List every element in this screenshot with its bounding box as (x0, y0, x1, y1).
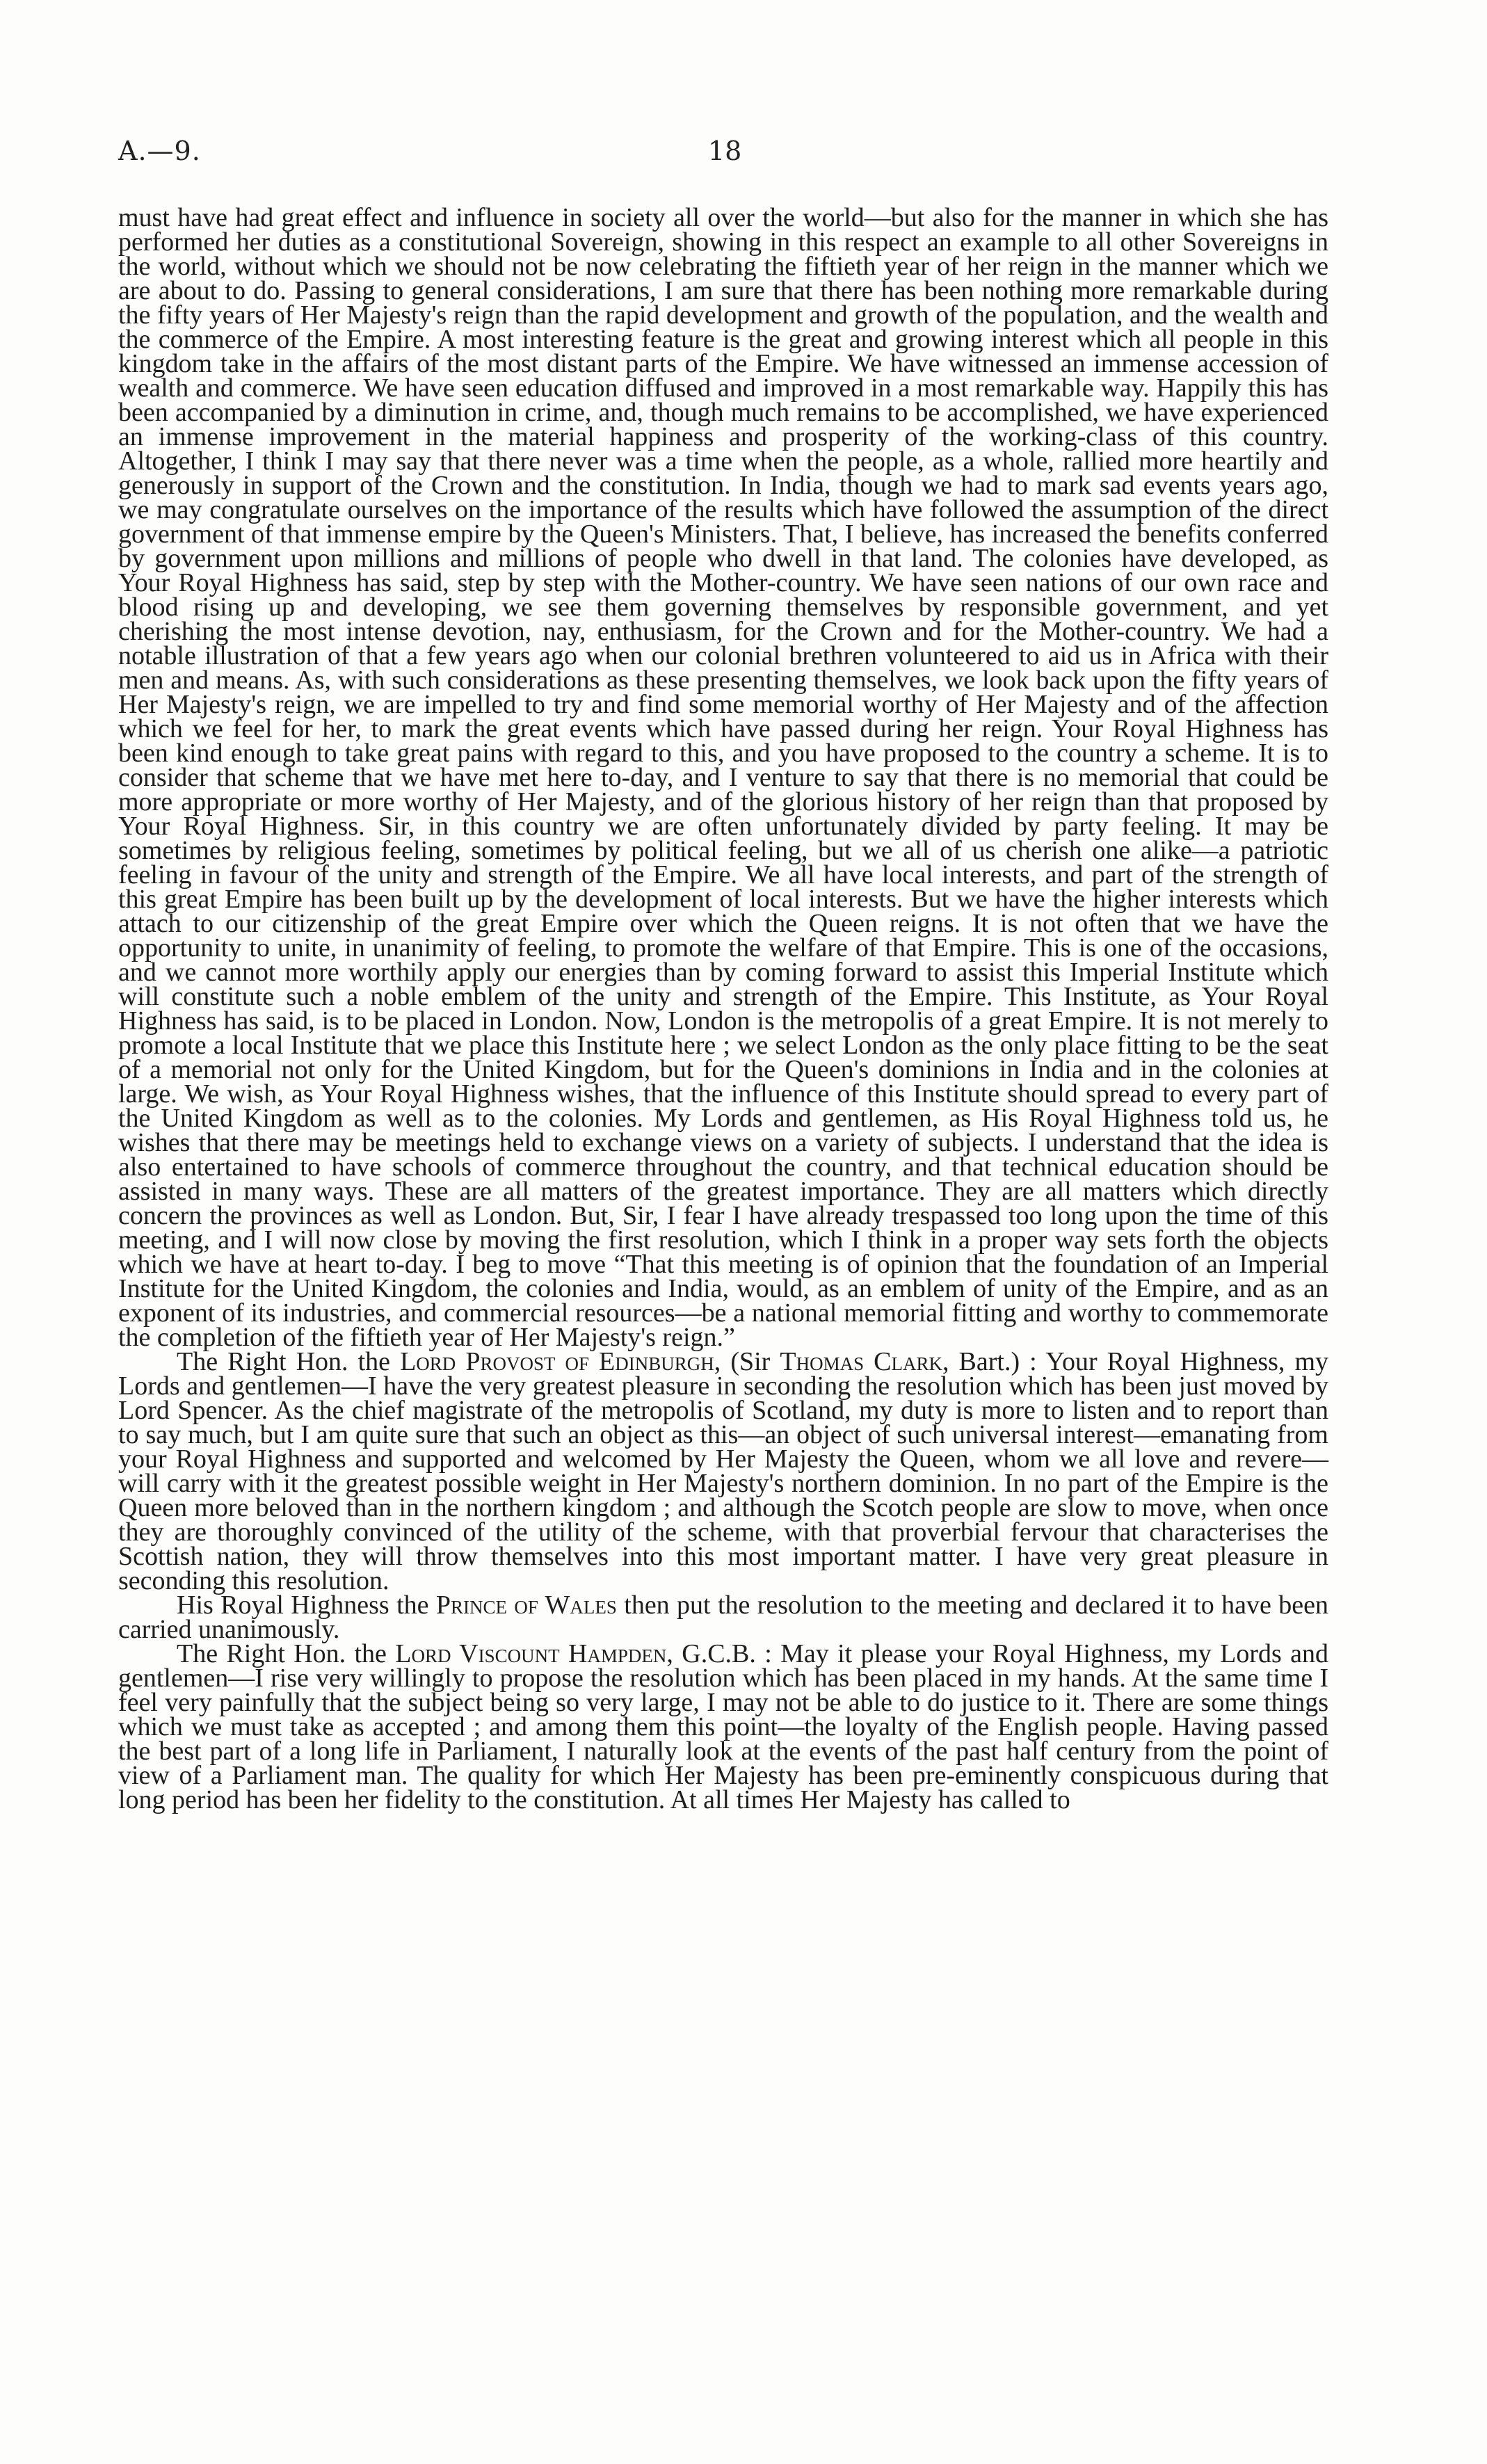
speaker-name: Thomas Clark (780, 1347, 942, 1376)
text-run: then put the resolution to the meeting and declared it to have been carried unanimously. (118, 1591, 1328, 1644)
text-run: , Bart.) : Your Royal Highness, my Lords and gentlemen—I have the very greatest pleasure in seconding the resolution which has been just moved by Lord Spencer. As the chief magistrate of the metropolis of Scotland, my duty is more to listen and to report than to say much, but I am quite sure that such an object as this—an object of such universal interest—emanating from your Royal Highness and supported and welcomed by Her Majesty the Queen, whom we all love and revere—will carry with it the greatest possible weight in Her Majesty's northern dominion. In no part of the Empire is the Queen more beloved than in the northern kingdom ; and although the Scotch people are slow to move, when once they are thoroughly convinced of the utility of the scheme, with that proverbial fervour that characterises the Scottish nation, they will throw themselves into this most important matter. I have very great pleasure in seconding this resolution. (118, 1347, 1329, 1595)
text-run: , (Sir (714, 1347, 780, 1376)
paragraph-lord-provost (118, 1347, 1329, 1595)
speaker-name: Lord Viscount Hampden (395, 1639, 667, 1668)
text-run: His Royal Highness the (177, 1591, 436, 1620)
document-reference: A.—9. (118, 136, 201, 166)
paragraph-lord-hampden (118, 1639, 1329, 1814)
speaker-name: Lord Provost of Edinburgh (400, 1347, 714, 1376)
text-run: , G.C.B. : May it please your Royal Highness, my Lords and gentlemen—I rise very willingly to propose the resolution which has been placed in my hands. At the same time I feel very painfully that the subject being so very large, I may not be able to do justice to it. There are some things which we must take as accepted ; and among them this point—the loyalty of the English people. Having passed the best part of a long life in Parliament, I naturally look at the events of the past half century from the point of view of a Parliament man. The quality for which Her Majesty has been pre-eminently conspicuous during that long period has been her fidelity to the constitution. At all times Her Majesty has called to (118, 1639, 1329, 1814)
text-run: The Right Hon. the (177, 1639, 396, 1668)
paragraph-prince-of-wales (118, 1593, 1328, 1642)
page-number: 18 (708, 136, 742, 166)
page-header (118, 136, 1328, 177)
body-text (118, 203, 1329, 1814)
speaker-name: Prince of Wales (435, 1591, 617, 1620)
paragraph-spencer-speech: must have had great effect and influence in society all over the world—but also for the manner in which she has performed her duties as a constitutional Sovereign, showing in this respect an example to all other Sovereigns in the world, without which we should not be now celebrating the fiftieth year of her reign in the manner which we are about to do. Passing to general considerations, I am sure that there has been nothing more remarkable during the fifty years of Her Majesty's reign than the rapid development and growth of the population, and the wealth and the commerce of the Empire. A most interesting feature is the great and growing interest which all people in this kingdom take in the affairs of the most distant parts of the Empire. We have witnessed an immense accession of wealth and commerce. We have seen education diffused and improved in a most remarkable way. Happily this has been accompanied by a diminution in crime, and, though much remains to be accomplished, we have experienced an immense improvement in the material happiness and prosperity of the working-class of this country. Altogether, I think I may say that there never was a time when the people, as a whole, rallied more heartily and generously in support of the Crown and the constitution. In India, though we had to mark sad events years ago, we may congratulate ourselves on the importance of the results which have followed the assumption of the direct government of that immense empire by the Queen's Ministers. That, I believe, has increased the benefits conferred by government upon millions and millions of people who dwell in that land. The colonies have developed, as Your Royal Highness has said, step by step with the Mother-country. We have seen nations of our own race and blood rising up and developing, we see them governing themselves by responsible government, and yet cherishing the most intense devotion, nay, enthusiasm, for the Crown and for the Mother-country. We had a notable illustration of that a few years ago when our colonial brethren volunteered to aid us in Africa with their men and means. As, with such considerations as these presenting themselves, we look back upon the fifty years of Her Majesty's reign, we are impelled to try and find some memorial worthy of Her Majesty and of the affection which we feel for her, to mark the great events which have passed during her reign. Your Royal Highness has been kind enough to take great pains with regard to this, and you have proposed to the country a scheme. It is to consider that scheme that we have met here to-day, and I venture to say that there is no memorial that could be more appropriate or more worthy of Her Majesty, and of the glorious history of her reign than that proposed by Your Royal Highness. Sir, in this country we are often unfortunately divided by party feeling. It may be sometimes by religious feeling, sometimes by political feeling, but we all of us cherish one alike—a patriotic feeling in favour of the unity and strength of the Empire. We all have local interests, and part of the strength of this great Empire has been built up by the development of local interests. But we have the higher interests which attach to our citizenship of the great Empire over which the Queen reigns. It is not often that we have the opportunity to unite, in unanimity of feeling, to promote the welfare of that Empire. This is one of the occasions, and we cannot more worthily apply our energies than by coming forward to assist this Imperial Institute which will constitute such a noble emblem of the unity and strength of the Empire. This Institute, as Your Royal Highness has said, is to be placed in London. Now, London is the metropolis of a great Empire. It is not merely to promote a local Institute that we place this Institute here ; we select London as the only place fitting to be the seat of a memorial not only for the United Kingdom, but for the Queen's dominions in India and in the colonies at large. We wish, as Your Royal Highness wishes, that the influence of this Institute should spread to every part of the United Kingdom as well as to the colonies. My Lords and gentlemen, as His Royal Highness told us, he wishes that there may be meetings held to exchange views on a variety of subjects. I understand that the idea is also entertained to have schools of commerce throughout the country, and that technical education should be assisted in many ways. These are all matters of the greatest importance. They are all matters which directly concern the provinces as well as London. But, Sir, I fear I have already trespassed too long upon the time of this meeting, and I will now close by moving the first resolution, which I think in a proper way sets forth the objects which we have at heart to-day. I beg to move “That this meeting is of opinion that the foundation of an Imperial Institute for the United Kingdom, the colonies and India, would, as an emblem of unity of the Empire, and as an exponent of its industries, and commercial resources—be a national memorial fitting and worthy to commemorate the completion of the fiftieth year of Her Majesty's reign.” (118, 203, 1328, 1352)
text-run: The Right Hon. the (177, 1347, 401, 1376)
